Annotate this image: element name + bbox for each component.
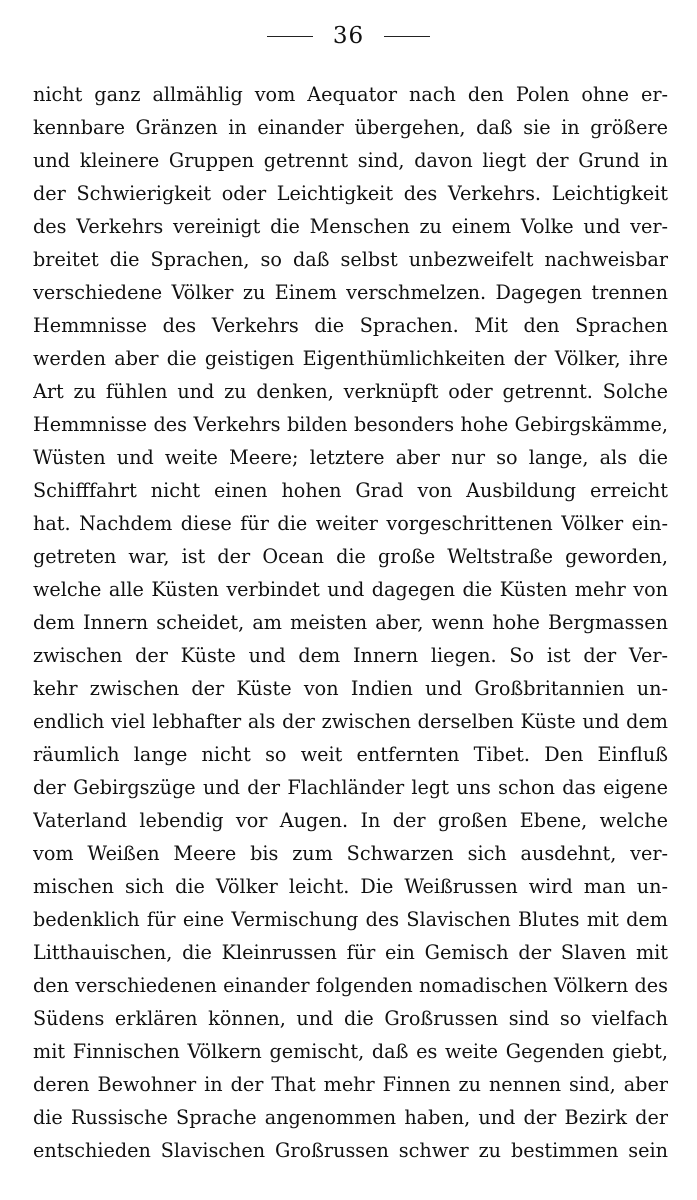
text-line: räumlich lange nicht so weit entfernten Tibet. Den Einfluß	[33, 743, 668, 766]
text-line: nicht ganz allmählig vom Aequator nach den Polen ohne er-	[33, 83, 668, 106]
text-line: Art zu fühlen und zu denken, verknüpft oder getrennt. Solche	[33, 380, 668, 403]
body-text	[33, 78, 668, 1167]
text-line: endlich viel lebhafter als der zwischen derselben Küste und dem	[33, 710, 668, 733]
text-line: hat. Nachdem diese für die weiter vorgeschrittenen Völker ein-	[33, 512, 668, 535]
text-line: Wüsten und weite Meere; letztere aber nur so lange, als die	[33, 446, 668, 469]
page-header	[0, 18, 697, 54]
text-line: bedenklich für eine Vermischung des Slavischen Blutes mit dem	[33, 908, 668, 931]
text-line: deren Bewohner in der That mehr Finnen zu nennen sind, aber	[33, 1073, 668, 1096]
text-line: breitet die Sprachen, so daß selbst unbezweifelt nachweisbar	[33, 248, 668, 271]
header-rule-left	[267, 36, 313, 37]
text-line: Hemmnisse des Verkehrs die Sprachen. Mit den Sprachen	[33, 314, 668, 337]
text-line: kehr zwischen der Küste von Indien und Großbritannien un-	[33, 677, 668, 700]
text-line: des Verkehrs vereinigt die Menschen zu einem Volke und ver-	[33, 215, 668, 238]
text-line: mit Finnischen Völkern gemischt, daß es weite Gegenden giebt,	[33, 1040, 668, 1063]
text-line: Schifffahrt nicht einen hohen Grad von Ausbildung erreicht	[33, 479, 668, 502]
text-line: verschiedene Völker zu Einem verschmelzen. Dagegen trennen	[33, 281, 668, 304]
text-line: der Schwierigkeit oder Leichtigkeit des Verkehrs. Leichtigkeit	[33, 182, 668, 205]
text-line: und kleinere Gruppen getrennt sind, davon liegt der Grund in	[33, 149, 668, 172]
text-line: werden aber die geistigen Eigenthümlichkeiten der Völker, ihre	[33, 347, 668, 370]
text-line: Vaterland lebendig vor Augen. In der großen Ebene, welche	[33, 809, 668, 832]
text-line: zwischen der Küste und dem Innern liegen. So ist der Ver-	[33, 644, 668, 667]
text-line: kennbare Gränzen in einander übergehen, daß sie in größere	[33, 116, 668, 139]
text-line: den verschiedenen einander folgenden nomadischen Völkern des	[33, 974, 668, 997]
text-line: mischen sich die Völker leicht. Die Weißrussen wird man un-	[33, 875, 668, 898]
page-number: 36	[332, 23, 365, 49]
text-line: vom Weißen Meere bis zum Schwarzen sich ausdehnt, ver-	[33, 842, 668, 865]
header-rule-right	[384, 36, 430, 37]
text-line: der Gebirgszüge und der Flachländer legt uns schon das eigene	[33, 776, 668, 799]
text-line: entschieden Slavischen Großrussen schwer zu bestimmen sein	[33, 1139, 668, 1162]
text-line: dem Innern scheidet, am meisten aber, wenn hohe Bergmassen	[33, 611, 668, 634]
text-line: Hemmnisse des Verkehrs bilden besonders hohe Gebirgskämme,	[33, 413, 668, 436]
text-line: Südens erklären können, und die Großrussen sind so vielfach	[33, 1007, 668, 1030]
text-line: getreten war, ist der Ocean die große Weltstraße geworden,	[33, 545, 668, 568]
text-line: Litthauischen, die Kleinrussen für ein Gemisch der Slaven mit	[33, 941, 668, 964]
text-line: die Russische Sprache angenommen haben, und der Bezirk der	[33, 1106, 668, 1129]
text-line: welche alle Küsten verbindet und dagegen die Küsten mehr von	[33, 578, 668, 601]
